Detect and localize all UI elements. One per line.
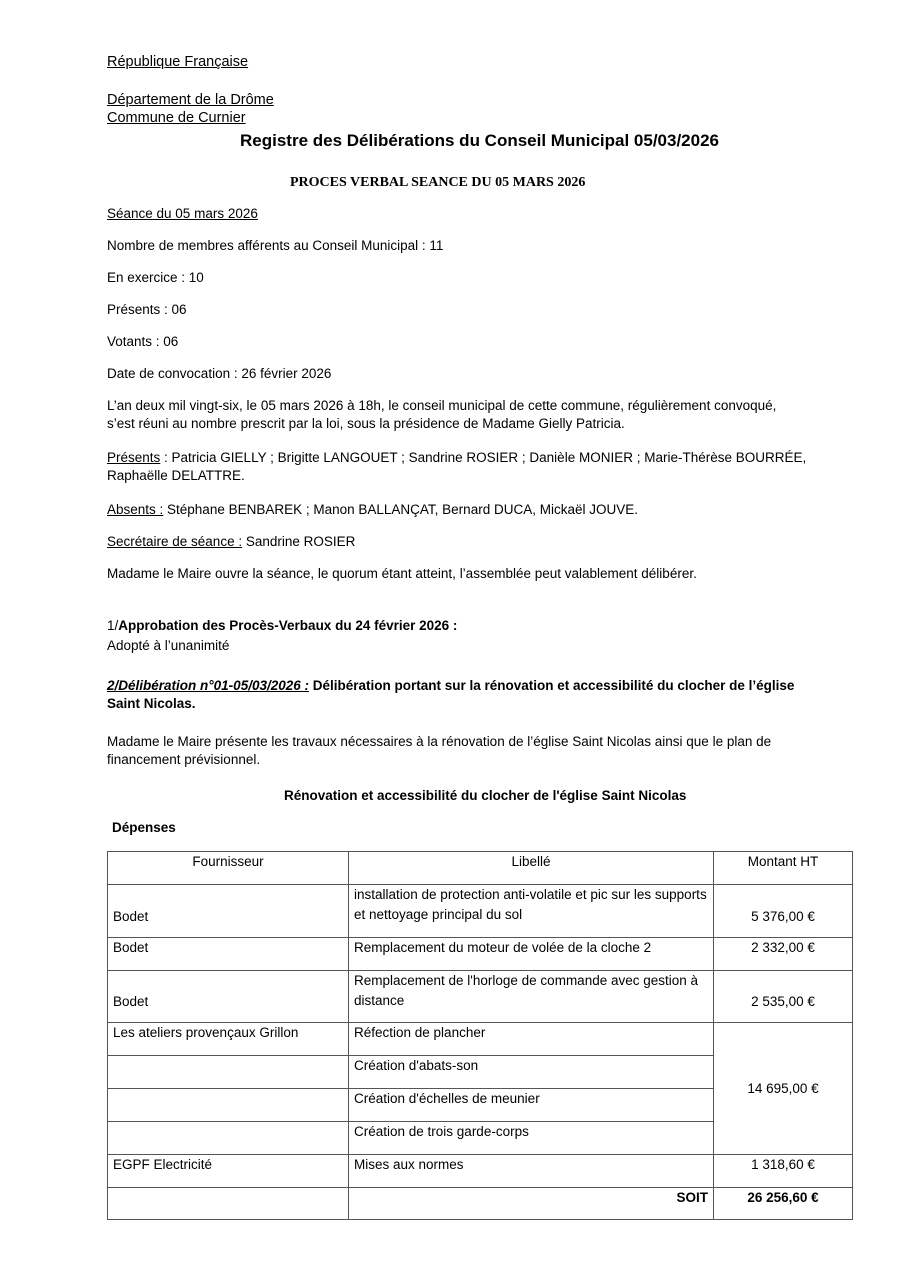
table-row: [108, 1023, 853, 1056]
item1-heading: [107, 618, 457, 633]
presents-count: Présents : 06: [107, 302, 187, 317]
cell-libelle: Remplacement de l'horloge de commande avec gestion à distance: [349, 971, 714, 1023]
header-libelle: Libellé: [349, 852, 714, 885]
cell-montant: 2 535,00 €: [714, 971, 853, 1023]
cell-libelle: installation de protection anti-volatile et pic sur les supports et nettoyage principal du sol: [349, 885, 714, 938]
cell-libelle: Mises aux normes: [349, 1155, 714, 1188]
table-row: [108, 938, 853, 971]
cell-fournisseur: [108, 1089, 349, 1122]
table-title: Rénovation et accessibilité du clocher de l'église Saint Nicolas: [284, 788, 687, 803]
cell-fournisseur: Bodet: [108, 938, 349, 971]
total-label: SOIT: [349, 1188, 714, 1220]
cell-fournisseur: [108, 1056, 349, 1089]
page-title: Registre des Délibérations du Conseil Municipal 05/03/2026: [240, 131, 719, 150]
cell-fournisseur: EGPF Electricité: [108, 1155, 349, 1188]
cell-montant: 2 332,00 €: [714, 938, 853, 971]
presents-line-1: [107, 450, 806, 465]
cell-montant-merged: 14 695,00 €: [714, 1023, 853, 1155]
cell-fournisseur: Les ateliers provençaux Grillon: [108, 1023, 349, 1056]
republique-heading: République Française: [107, 54, 249, 70]
table-row: [108, 971, 853, 1023]
secretaire-name: Sandrine ROSIER: [242, 534, 356, 549]
secretaire-line: [107, 534, 355, 549]
cell-fournisseur: [108, 1122, 349, 1155]
cell-montant: 5 376,00 €: [714, 885, 853, 938]
cell-libelle: Création de trois garde-corps: [349, 1122, 714, 1155]
ouverture-text: Madame le Maire ouvre la séance, le quorum étant atteint, l’assemblée peut valablement délibérer.: [107, 566, 697, 581]
absents-line: [107, 502, 638, 517]
presents-line-2: Raphaëlle DELATTRE.: [107, 468, 245, 483]
depenses-table: [107, 851, 853, 1220]
total-value: 26 256,60 €: [714, 1188, 853, 1220]
cell-fournisseur: Bodet: [108, 971, 349, 1023]
cell-libelle: Remplacement du moteur de volée de la cloche 2: [349, 938, 714, 971]
item2-text-1: Madame le Maire présente les travaux nécessaires à la rénovation de l’église Saint Nicolas ainsi que le plan de: [107, 734, 772, 749]
seance-date: Séance du 05 mars 2026: [107, 206, 258, 221]
item2-heading: [107, 678, 794, 693]
item2-title-2: Saint Nicolas.: [107, 696, 196, 711]
depenses-label: Dépenses: [112, 820, 176, 835]
votants-count: Votants : 06: [107, 334, 179, 349]
intro-line-2: s’est réuni au nombre prescrit par la loi, sous la présidence de Madame Gielly Patricia.: [107, 416, 625, 431]
cell-fournisseur: Bodet: [108, 885, 349, 938]
table-row: [108, 1155, 853, 1188]
cell-libelle: Création d'abats-son: [349, 1056, 714, 1089]
table-total-row: [108, 1188, 853, 1220]
item2-text-2: financement prévisionnel.: [107, 752, 261, 767]
cell-montant: 1 318,60 €: [714, 1155, 853, 1188]
cell-empty: [108, 1188, 349, 1220]
item2-ref: 2/Délibération n°01-05/03/2026 :: [107, 678, 309, 693]
table-row: [108, 885, 853, 938]
item2-title: Délibération portant sur la rénovation et accessibilité du clocher de l’église: [309, 678, 795, 693]
cell-libelle: Réfection de plancher: [349, 1023, 714, 1056]
convocation-date: Date de convocation : 26 février 2026: [107, 366, 332, 381]
intro-line-1: L’an deux mil vingt-six, le 05 mars 2026 à 18h, le conseil municipal de cette commune, régulièrement convoqué,: [107, 398, 777, 413]
exercice-count: En exercice : 10: [107, 270, 204, 285]
presents-label: Présents: [107, 450, 161, 465]
table-header-row: [108, 852, 853, 885]
item1-result: Adopté à l’unanimité: [107, 638, 230, 653]
item1-number: 1/: [107, 618, 119, 633]
presents-names: : Patricia GIELLY ; Brigitte LANGOUET ; Sandrine ROSIER ; Danièle MONIER ; Marie-Thérèse BOURRÉE,: [160, 450, 807, 465]
header-montant: Montant HT: [714, 852, 853, 885]
header-fournisseur: Fournisseur: [108, 852, 349, 885]
absents-names: Stéphane BENBAREK ; Manon BALLANÇAT, Bernard DUCA, Mickaël JOUVE.: [163, 502, 638, 517]
membres-count: Nombre de membres afférents au Conseil Municipal : 11: [107, 238, 444, 253]
item1-title: Approbation des Procès-Verbaux du 24 février 2026 :: [118, 618, 458, 633]
pv-title: PROCES VERBAL SEANCE DU 05 MARS 2026: [290, 175, 586, 190]
departement-heading: Département de la Drôme: [107, 92, 274, 108]
absents-label: Absents :: [107, 502, 164, 517]
cell-libelle: Création d'échelles de meunier: [349, 1089, 714, 1122]
commune-heading: Commune de Curnier: [107, 110, 246, 126]
secretaire-label: Secrétaire de séance :: [107, 534, 243, 549]
